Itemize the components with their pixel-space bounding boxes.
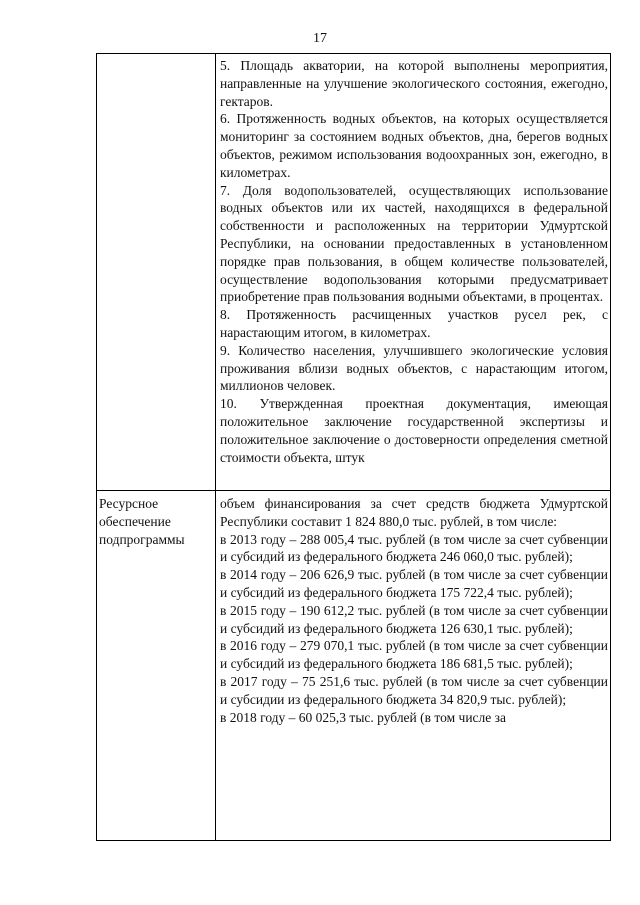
indicator-item: 10. Утвержденная проектная документация, имеющая положительное заключение государственной экспертизы и положительное заключение о достоверности определения сметной стоимости объекта, штук xyxy=(220,396,608,465)
funding-year-2016: в 2016 году – 279 070,1 тыс. рублей (в том числе за счет субвенции и субсидий из федерального бюджета 186 681,5 тыс. рублей); xyxy=(220,638,608,672)
funding-year-2015: в 2015 году – 190 612,2 тыс. рублей (в том числе за счет субвенции и субсидий из федерального бюджета 126 630,1 тыс. рублей); xyxy=(220,602,608,636)
funding-year-2017: в 2017 году – 75 251,6 тыс. рублей (в том числе за счет субвенции и субсидии из федерального бюджета 34 820,9 тыс. рублей); xyxy=(220,673,608,707)
indicator-item: 5. Площадь акватории, на которой выполнены мероприятия, направленные на улучшение экологического состояния, ежегодно, гектаров. xyxy=(220,58,608,109)
resource-label: Ресурсное обеспечение подпрограммы xyxy=(99,496,185,547)
funding-year-2013: в 2013 году – 288 005,4 тыс. рублей (в том числе за счет субвенции и субсидий из федерального бюджета 246 060,0 тыс. рублей); xyxy=(220,531,608,565)
funding-year-2014: в 2014 году – 206 626,9 тыс. рублей (в том числе за счет субвенции и субсидий из федерального бюджета 175 722,4 тыс. рублей); xyxy=(220,567,608,600)
funding-intro: объем финансирования за счет средств бюджета Удмуртской Республики составит 1 824 880,0 тыс. рублей, в том числе: xyxy=(220,496,608,529)
column-divider xyxy=(215,54,216,840)
funding-year-2018: в 2018 году – 60 025,3 тыс. рублей (в том числе за xyxy=(220,709,506,725)
page-number: 17 xyxy=(313,31,327,46)
row-divider xyxy=(97,490,610,491)
indicator-item: 6. Протяженность водных объектов, на которых осуществляется мониторинг за состоянием водных объектов, дна, берегов водных объектов, режимом использования водоохранных зон, ежегодно, в километрах. xyxy=(220,111,608,180)
resource-cell xyxy=(220,495,608,726)
indicator-item: 7. Доля водопользователей, осуществляющих использование водных объектов или их частей, находящихся в федеральной собственности и расположенных на территории Удмуртской Республики, на основании предоставленных в установленном порядке прав пользования, в общем количестве пользователей, осуществление водопользования которыми предусматривает приобретение прав пользования водными объектами, в процентах. xyxy=(220,182,608,305)
indicator-item: 9. Количество населения, улучшившего экологические условия проживания вблизи водных объектов, с нарастающим итогом, миллионов человек. xyxy=(220,342,608,394)
indicators-cell xyxy=(220,57,608,466)
program-table xyxy=(96,53,611,841)
indicator-item: 8. Протяженность расчищенных участков русел рек, с нарастающим итогом, в километрах. xyxy=(220,307,608,340)
